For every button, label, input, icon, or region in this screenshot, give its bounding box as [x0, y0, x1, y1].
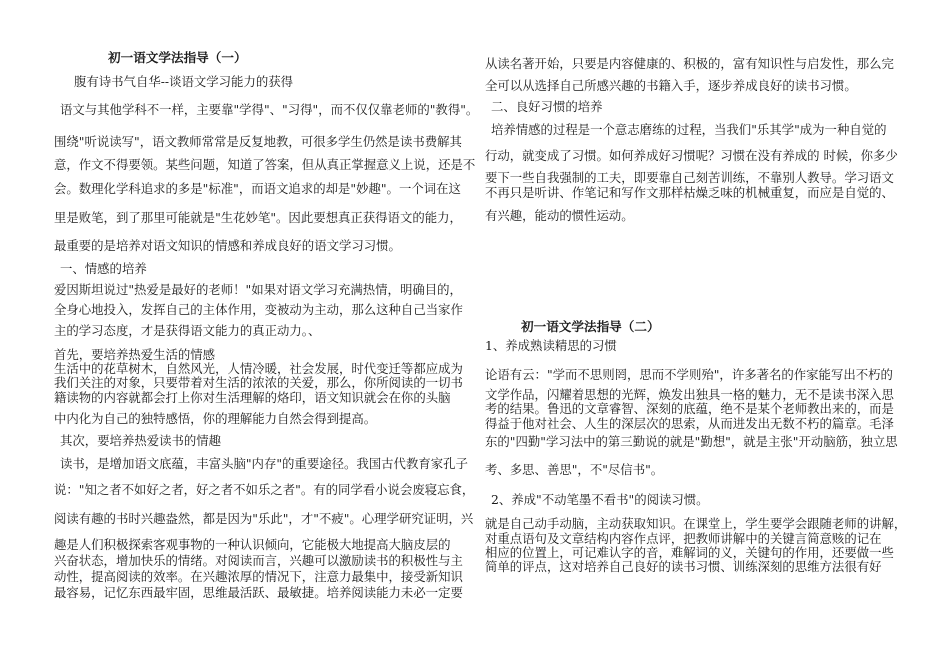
paragraph-line: 就是自己动手动脑，主动获取知识。在课堂上，学生要学会跟随老师的讲解，	[485, 516, 907, 531]
paragraph-line: 得益于他对社会、人生的深层次的思索，从而进发出无数不朽的篇章。毛泽	[485, 416, 894, 431]
paragraph-line: 简单的评点，这对培养自己良好的读书习惯、训练深刻的思维方法很有好	[485, 559, 882, 574]
paragraph-line: 有兴趣，能动的惯性运动。	[485, 208, 634, 223]
subtitle: 腹有诗书气自华--谈语文学习能力的获得	[74, 74, 294, 89]
paragraph-heading: 其次，要培养热爱读书的情趣	[60, 433, 222, 448]
paragraph-line: 阅读有趣的书时兴趣盎然，都是因为"乐此"，才"不疲"。心理学研究证明，兴	[54, 511, 474, 526]
paragraph-line: 爱因斯坦说过"热爱是最好的老师！"如果对语文学习充满热情，明确目的，	[54, 282, 462, 297]
intro-line: 语文与其他学科不一样，主要靠"学得"、"习得"，而不仅仅靠老师的"教得"。	[60, 102, 479, 117]
paragraph-line: 不再只是听讲、作笔记和写作文那样枯燥乏味的机械重复，而应是自觉的、	[485, 185, 894, 200]
title-part-two: 初一语文学法指导（二）	[521, 319, 660, 334]
intro-line: 最重要的是培养对语文知识的情感和养成良好的语文学习习惯。	[54, 238, 401, 253]
paragraph-line: 对重点语句及文章结构内容作点评，把教师讲解中的关键言简意赅的记在	[485, 531, 882, 546]
paragraph-line: 东的"四勤"学习法中的第三勤说的就是"勤想"，就是主张"开动脑筋，独立思	[485, 434, 898, 449]
paragraph-line: 全可以从选择自己所感兴趣的书籍入手，逐步养成良好的读书习惯。	[485, 78, 857, 93]
paragraph-line: 从读名著开始，只要是内容健康的、积极的，富有知识性与启发性，那么完	[485, 56, 894, 71]
paragraph-line: 最容易，记忆东西最牢固，思维最活跃、最敏捷。培养阅读能力未必一定要	[54, 585, 463, 600]
paragraph-line: 中内化为自己的独特感悟，你的理解能力自然会得到提高。	[54, 411, 377, 426]
paragraph-line: 趣是人们积极探索客观事物的一种认识倾向，它能极大地提高大脑皮层的	[54, 537, 451, 552]
paragraph-line: 兴奋状态，增加快乐的情绪。对阅读而言，兴趣可以激励读书的积极性与主	[54, 553, 463, 568]
paragraph-line: 籍读物的内容就都会打上你对生活理解的烙印，语文知识就会在你的头脑	[54, 390, 451, 405]
list-item-heading: 2、养成"不动笔墨不看书"的阅读习惯。	[491, 492, 709, 507]
paragraph-line: 考、多思、善思"，不"尽信书"。	[485, 462, 664, 477]
paragraph-heading: 首先，要培养热爱生活的情感	[54, 347, 216, 362]
title-part-one: 初一语文学法指导（一）	[108, 50, 247, 65]
section-heading-emotion: 一、情感的培养	[60, 261, 147, 276]
paragraph-line: 读书，是增加语文底蕴，丰富头脑"内存"的重要途径。我国古代教育家孔子	[60, 456, 468, 471]
paragraph-line: 相应的位置上，可记难认字的音，难解词的义，关键句的作用，还要做一些	[485, 545, 894, 560]
paragraph-line: 要下一些自我强制的工夫，即要靠自己刻苦训练，不靠别人教导。学习语文	[485, 170, 894, 185]
intro-line: 围绕"听说读写"，语文教师常常是反复地教，可很多学生仍然是读书费解其	[54, 134, 462, 149]
intro-line: 会。数理化学科追求的多是"标准"，而语文追求的却是"妙趣"。一个词在这	[54, 181, 461, 196]
paragraph-line: 论语有云："学而不思则罔，思而不学则殆"，许多著名的作家能写出不朽的	[485, 367, 893, 382]
paragraph-line: 行动，就变成了习惯。如何养成好习惯呢？习惯在没有养成的 时候，你多少	[485, 148, 898, 163]
paragraph-line: 说："知之者不如好之者，好之者不如乐之者"。有的同学看小说会废寝忘食，	[54, 482, 475, 497]
paragraph-line: 主的学习态度，才是获得语文能力的真正动力。、	[54, 323, 321, 338]
paragraph-line: 全身心地投入，发挥自己的主体作用，变被动为主动，那么这种自己当家作	[54, 302, 463, 317]
paragraph-line: 文学作品，闪耀着思想的光辉，焕发出独具一格的魅力，无不是读书深入思	[485, 387, 894, 402]
intro-line: 里是败笔，到了那里可能就是"生花妙笔"。因此要想真正获得语文的能力，	[54, 210, 462, 225]
list-item-heading: 1、养成熟读精思的习惯	[485, 338, 617, 353]
paragraph-line: 我们关注的对象，只要带着对生活的浓浓的关爱，那么，你所阅读的一切书	[54, 375, 463, 390]
intro-line: 意，作文不得要领。某些问题，知道了答案，但从真正掌握意义上说，还是不	[54, 157, 476, 172]
paragraph-line: 动性，提高阅读的效率。在兴趣浓厚的情况下，注意力最集中，接受新知识	[54, 569, 463, 584]
section-heading-habit: 二、良好习惯的培养	[491, 99, 603, 114]
paragraph-line: 考的结果。鲁迅的文章睿智、深刻的底蕴，绝不是某个老师教出来的，而是	[485, 401, 894, 416]
paragraph-line: 培养情感的过程是一个意志磨练的过程，当我们"乐其学"成为一种自觉的	[491, 122, 887, 137]
paragraph-line: 生活中的花草树木，自然风光，人情冷暖，社会发展，时代变迁等都应成为	[54, 361, 463, 376]
